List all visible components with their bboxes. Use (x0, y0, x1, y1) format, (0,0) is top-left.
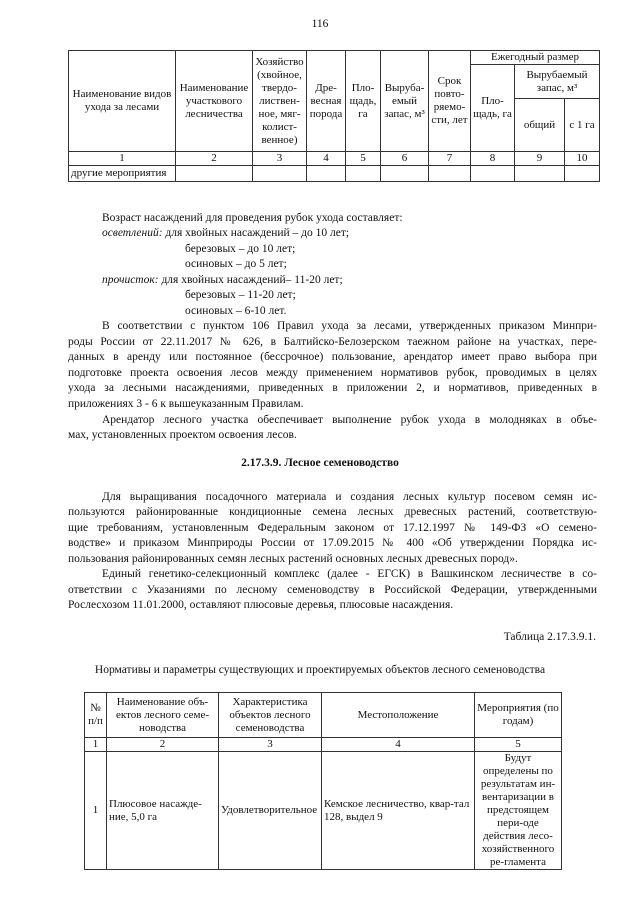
object-location: Кемское лесничество, квар-тал 128, выдел 9 (322, 752, 475, 870)
pro-conifer: для хвойных насаждений– 11-20 лет; (161, 274, 343, 286)
text-line: ответствии с Указаниями по лесному семеноводству в Российской Федерации, утвержденными (68, 584, 597, 596)
pro-birch: березовых – 11-20 лет; (185, 289, 296, 301)
header-cell: Срок повто-ряемо-сти, лет (429, 51, 471, 152)
section-heading: 2.17.3.9. Лесное семеноводство (241, 457, 399, 469)
age-intro: Возраст насаждений для проведения рубок ухода составляет: (102, 212, 403, 224)
column-number: 3 (219, 738, 322, 752)
text-line: Рослесхозом 11.01.2000, оставляют плюсовые деревья, плюсовые насаждения. (68, 599, 454, 611)
table-label: Таблица 2.17.3.9.1. (503, 631, 596, 643)
row-number: 1 (85, 752, 107, 870)
pro-aspen: осиновых – 6-10 лет. (185, 305, 287, 317)
text-line: данных в аренду или постоянное (бессрочное) пользование, арендатор имеет право выбора при (68, 351, 597, 363)
text-line: приложениях 3 - 6 к вышеуказанным Правилам. (68, 398, 304, 410)
column-number: 1 (85, 738, 107, 752)
header-cell: Наименование участкового лесничества (176, 51, 253, 152)
object-characteristic: Удовлетворительное (219, 752, 322, 870)
text-line: роды России от 22.11.2017 № 626, в Балтийско-Белозерском таежном районе на участках, пере- (68, 336, 597, 348)
column-number: 6 (381, 152, 429, 166)
text-line: Для выращивания посадочного материала и создания лесных культур посевом семян ис- (102, 491, 597, 503)
column-number: 9 (515, 152, 565, 166)
header-cell: Пло-щадь, га (471, 65, 515, 152)
header-cell: Наименование объ-ектов лесного семе-новодства (107, 693, 219, 738)
header-cell: Дре-весная порода (307, 51, 346, 152)
column-number: 10 (565, 152, 600, 166)
header-cell: Ежегодный размер (471, 51, 600, 65)
column-number: 5 (475, 738, 562, 752)
header-cell: Характеристика объектов лесного семеноводства (219, 693, 322, 738)
column-number: 3 (253, 152, 307, 166)
seed-objects-table (84, 692, 562, 870)
column-number: 7 (429, 152, 471, 166)
age-pro-line (102, 273, 343, 288)
column-number: 1 (69, 152, 176, 166)
text-line: ухода за лесными насаждениями, приведенных в приложении 2, и нормативов, приведенных в (68, 382, 597, 394)
osv-aspen: осиновых – до 5 лет; (185, 258, 287, 270)
text-line: мах, установленных проектом освоения лесов. (68, 429, 297, 441)
text-line: водстве» и приказом Минприроды России от 17.09.2015 № 400 «Об утверждении Порядка ис- (68, 537, 597, 549)
osv-conifer: для хвойных насаждений – до 10 лет; (165, 227, 350, 239)
table-row (85, 752, 562, 870)
osv-label: осветлений: (102, 227, 163, 239)
forest-care-table (68, 50, 600, 182)
header-cell: Пло-щадь, га (346, 51, 381, 152)
text-line: Единый генетико-селекционный комплекс (далее - ЕГСК) в Вашкинском лесничестве в со- (102, 568, 597, 580)
header-cell: Вырубаемый запас, м³ (515, 65, 600, 99)
page-number: 116 (311, 18, 329, 30)
object-measures: Будут определены по результатам ин-вентаризации в предстоящем пери-оде действия лесо-хозяйственного ре-гламента (475, 752, 562, 870)
column-number: 4 (322, 738, 475, 752)
header-cell: Местоположение (322, 693, 475, 738)
column-number: 2 (107, 738, 219, 752)
column-number: 4 (307, 152, 346, 166)
column-number: 5 (346, 152, 381, 166)
table-row-label: другие мероприятия (69, 166, 176, 182)
column-number: 8 (471, 152, 515, 166)
header-cell: Хозяйство (хвойное, твердо-листвен-ное, мяг-колист-венное) (253, 51, 307, 152)
text-line: пользования районированных семян лесных растений основных лесных древесных пород». (68, 553, 518, 565)
text-line: пользуются районированные кондиционные семена лесных древесных растений, соответствую- (68, 506, 597, 518)
pro-label: прочисток: (102, 274, 159, 286)
header-cell: с 1 га (565, 99, 600, 152)
header-cell: Выруба-емый запас, м³ (381, 51, 429, 152)
text-line: В соответствии с пунктом 106 Правил ухода за лесами, утвержденных приказом Минпри- (102, 320, 597, 332)
text-line: Арендатор лесного участка обеспечивает выполнение рубок ухода в молодняках в объе- (102, 414, 597, 426)
header-cell: общий (515, 99, 565, 152)
column-number: 2 (176, 152, 253, 166)
text-line: подготовке проекта освоения лесов между применением нормативов рубок, проводимых в целях (68, 367, 597, 379)
age-osv-line (102, 226, 349, 241)
header-cell: № п/п (85, 693, 107, 738)
text-line: щие требованиям, установленным Федеральным законом от 17.12.1997 № 149-ФЗ «О семено- (68, 522, 597, 534)
header-cell: Мероприятия (по годам) (475, 693, 562, 738)
osv-birch: березовых – до 10 лет; (185, 243, 296, 255)
table-title: Нормативы и параметры существующих и проектируемых объектов лесного семеноводства (94, 664, 546, 676)
object-name: Плюсовое насажде-ние, 5,0 га (107, 752, 219, 870)
header-cell: Наименование видов ухода за лесами (69, 51, 176, 152)
